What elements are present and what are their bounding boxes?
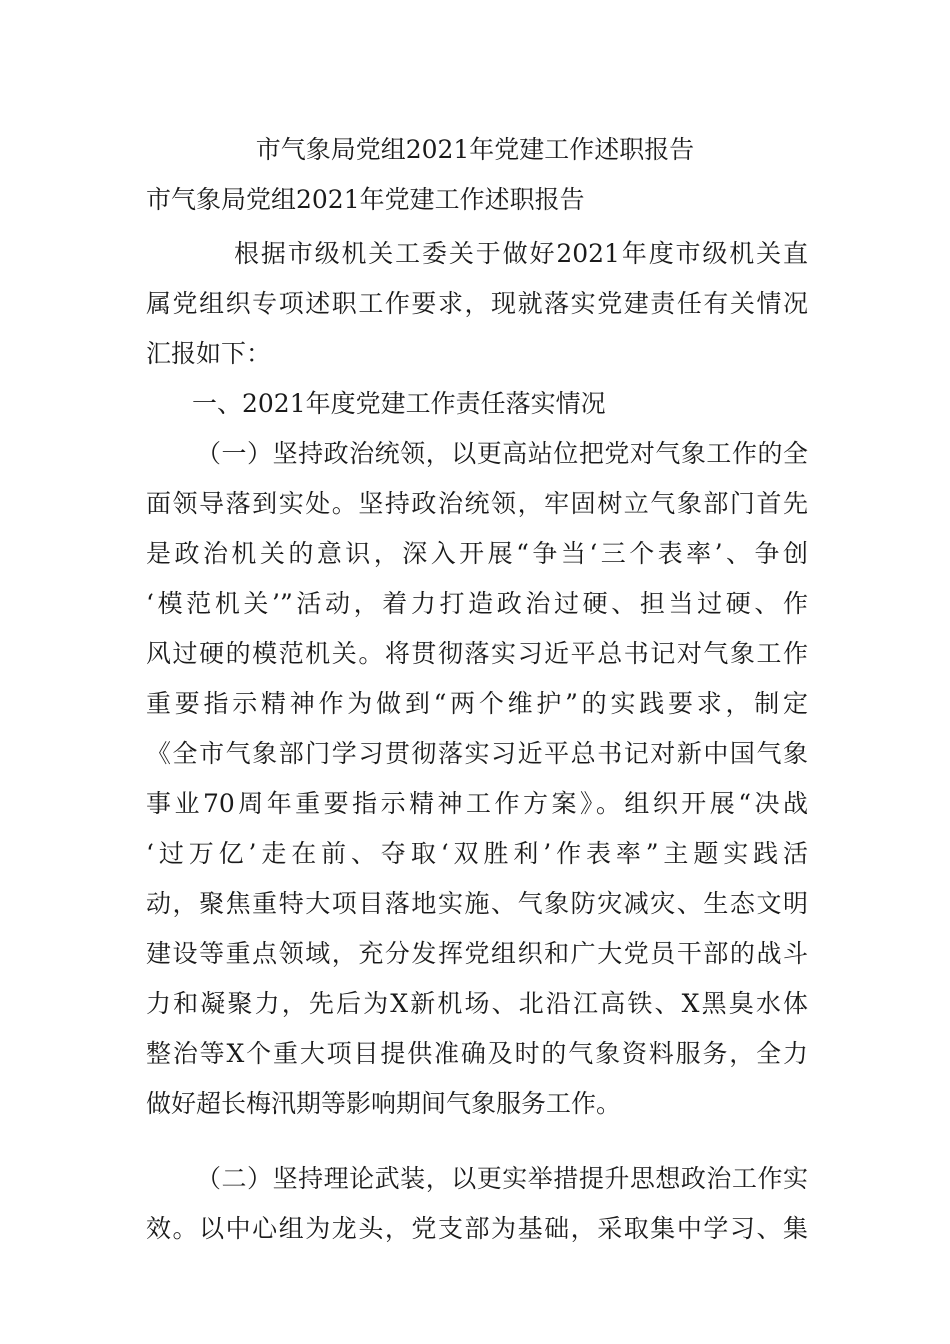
intro-line: 汇报如下： [146, 339, 272, 368]
paragraph-spacer [146, 1129, 808, 1154]
document-subtitle: 市气象局党组2021年党建工作述职报告 [146, 185, 585, 214]
paragraph-line: （二）坚持理论武装，以更实举措提升思想政治工作实 [196, 1164, 808, 1193]
paragraph-line: 事业70周年重要指示精神工作方案》。组织开展“决战 [146, 789, 808, 818]
paragraph-line: 动，聚焦重特大项目落地实施、气象防灾减灾、生态文明 [146, 889, 808, 918]
paragraph-line: 《全市气象部门学习贯彻落实习近平总书记对新中国气象 [146, 739, 808, 768]
paragraph-line: 重要指示精神作为做到“两个维护”的实践要求，制定 [146, 689, 808, 718]
paragraph-line: 是政治机关的意识，深入开展“争当‘三个表率’、争创 [146, 539, 808, 568]
paragraph-line: 做好超长梅汛期等影响期间气象服务工作。 [146, 1089, 622, 1118]
document-title: 市气象局党组2021年党建工作述职报告 [255, 135, 695, 164]
paragraph-line: ‘过万亿’走在前、夺取‘双胜利’作表率”主题实践活 [146, 839, 808, 868]
section-heading: 一、2021年度党建工作责任落实情况 [192, 389, 606, 418]
intro-line: 根据市级机关工委关于做好2021年度市级机关直 [234, 239, 808, 268]
paragraph-line: （一）坚持政治统领，以更高站位把党对气象工作的全 [196, 439, 808, 468]
paragraph-line: 建设等重点领域，充分发挥党组织和广大党员干部的战斗 [146, 939, 808, 968]
paragraph-line: 风过硬的模范机关。将贯彻落实习近平总书记对气象工作 [146, 639, 808, 668]
paragraph-line: 力和凝聚力，先后为X新机场、北沿江高铁、X黑臭水体 [146, 989, 808, 1018]
paragraph-line: 整治等X个重大项目提供准确及时的气象资料服务，全力 [146, 1039, 808, 1068]
paragraph-line: 面领导落到实处。坚持政治统领，牢固树立气象部门首先 [146, 489, 808, 518]
paragraph-line: ‘模范机关’”活动，着力打造政治过硬、担当过硬、作 [146, 589, 808, 618]
intro-line: 属党组织专项述职工作要求，现就落实党建责任有关情况 [146, 289, 808, 318]
paragraph-line: 效。以中心组为龙头，党支部为基础，采取集中学习、集 [146, 1214, 808, 1243]
document-body [146, 229, 808, 1254]
